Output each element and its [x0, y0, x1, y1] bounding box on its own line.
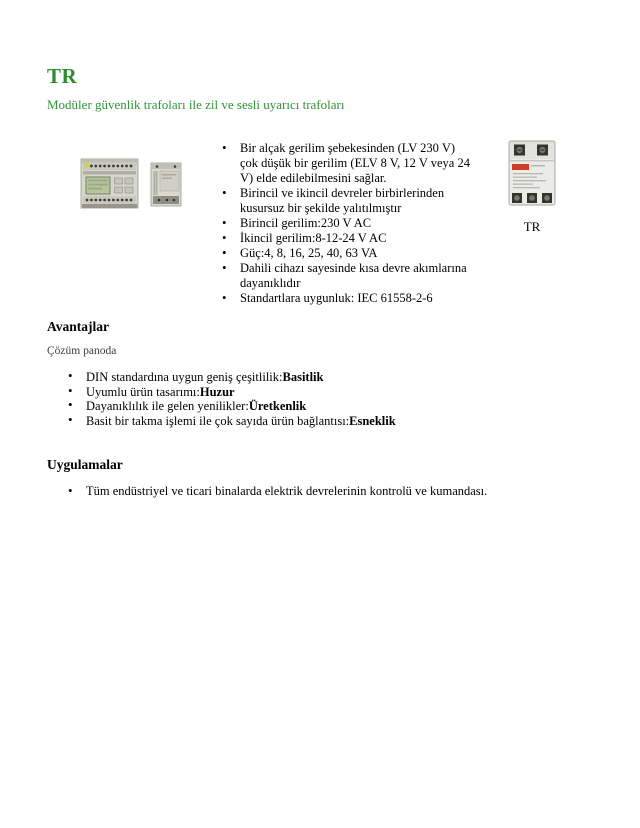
spec-item: • Bir alçak gerilim şebekesinden (LV 230 V) çok düşük bir gerilim (ELV 8 V, 12 V veya 24 V) elde edilebilmesini sağlar. — [222, 141, 470, 186]
logic-relay-device — [81, 159, 138, 208]
page-subtitle: Modüler güvenlik trafoları ile zil ve sesli uyarıcı trafoları — [47, 97, 345, 112]
advantage-text: Uyumlu ürün tasarımı: — [86, 384, 200, 399]
application-item: • Tüm endüstriyel ve ticari binalarda elektrik devrelerinin kontrolü ve kumandası. — [68, 484, 508, 499]
advantages-list — [68, 370, 488, 428]
advantage-item — [68, 385, 488, 400]
spec-item: • Standartlara uygunluk: IEC 61558-2-6 — [222, 291, 470, 306]
transformer-device — [509, 141, 555, 205]
spec-list — [222, 141, 470, 306]
red-product-label — [512, 164, 529, 170]
brand-label — [84, 163, 90, 168]
spec-item: • Birincil ve ikincil devreler birbirlerinden kusursuz bir şekilde yalıtılmıştır — [222, 186, 470, 216]
advantage-keyword: Huzur — [199, 384, 235, 399]
advantage-item — [68, 370, 488, 385]
advantage-text: Dayanıklılık ile gelen yenilikler: — [86, 399, 249, 414]
spec-item: • Birincil gerilim:230 V AC — [222, 216, 470, 231]
logic-relay-photo-graphic — [78, 148, 188, 218]
page-title: TR — [47, 64, 78, 88]
spec-item: • İkincil gerilim:8-12-24 V AC — [222, 231, 470, 246]
product-photo-left — [78, 148, 188, 218]
transformer-photo-graphic — [506, 140, 558, 207]
advantages-subtext: Çözüm panoda — [47, 345, 117, 357]
advantage-keyword: Üretkenlik — [248, 399, 307, 414]
spec-item: • Güç:4, 8, 16, 25, 40, 63 VA — [222, 246, 470, 261]
product-caption: TR — [523, 219, 541, 234]
advantage-item — [68, 399, 488, 414]
advantage-keyword: Esneklik — [349, 413, 396, 428]
spec-item: • Dahili cihazı sayesinde kısa devre akımlarına dayanıklıdır — [222, 261, 470, 291]
advantage-text: DIN standardına uygun geniş çeşitlilik: — [86, 370, 283, 384]
applications-heading: Uygulamalar — [47, 457, 123, 472]
advantage-keyword: Basitlik — [282, 370, 324, 384]
small-module-device — [151, 163, 181, 206]
applications-list — [68, 484, 508, 499]
advantage-text: Basit bir takma işlemi ile çok sayıda ürün bağlantısı: — [86, 413, 350, 428]
bottom-terminals — [512, 193, 552, 203]
advantage-item — [68, 414, 488, 429]
product-photo-right — [505, 140, 559, 235]
advantages-heading: Avantajlar — [47, 319, 109, 334]
